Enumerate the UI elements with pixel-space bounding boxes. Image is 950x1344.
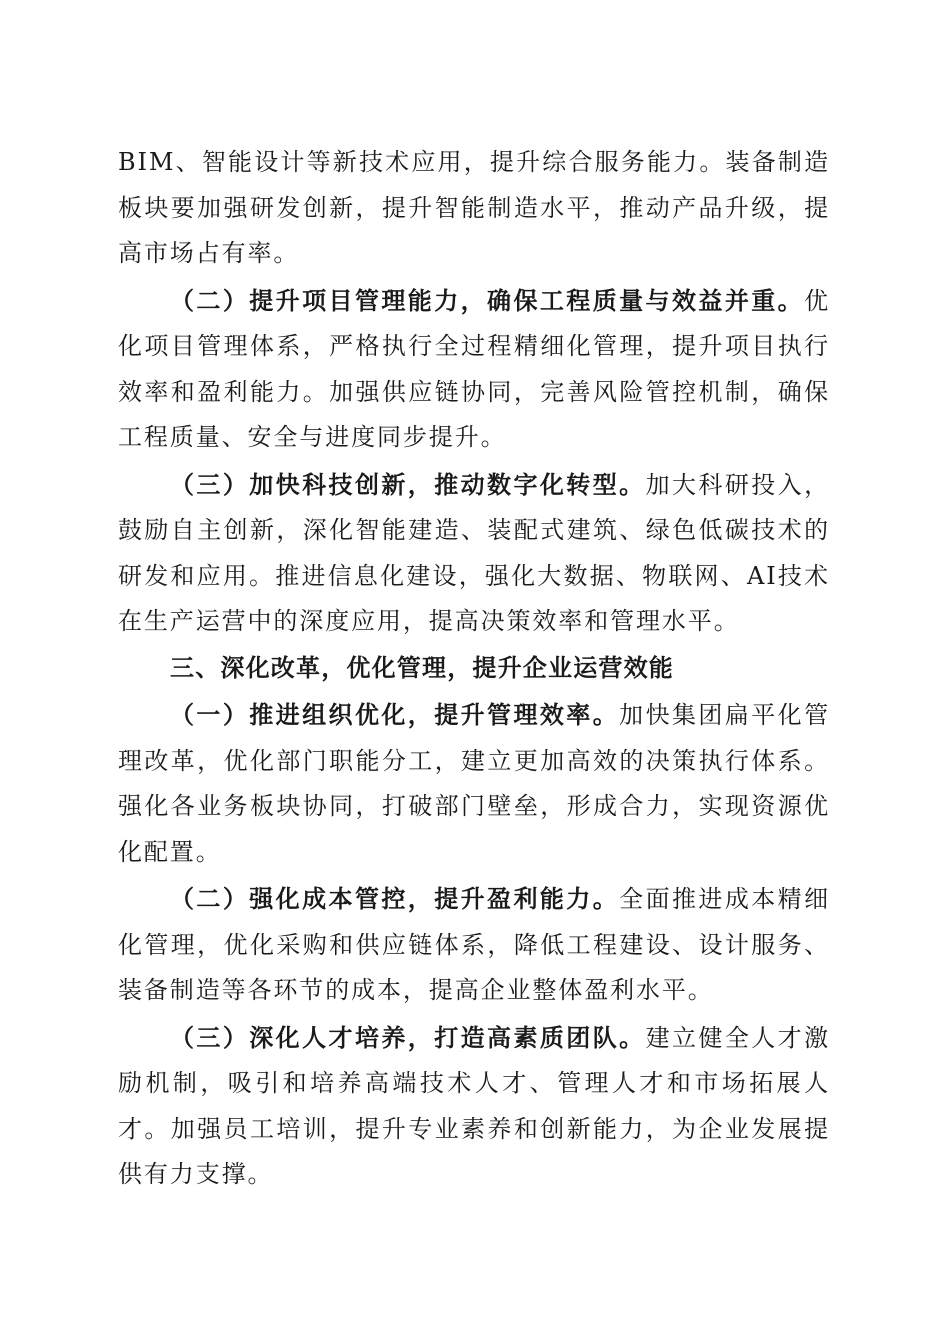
document-body (118, 140, 830, 1199)
paragraph-lead: （一）推进组织优化，提升管理效率。 (170, 700, 620, 729)
paragraph-project-management (118, 278, 830, 461)
paragraph-lead: （二）强化成本管控，提升盈利能力。 (170, 884, 620, 913)
paragraph-text: 优化项目管理体系，严格执行全过程精细化管理，提升项目执行效率和盈利能力。加强供应链协同，完善风险管控机制，确保工程质量、安全与进度同步提升。 (118, 286, 830, 451)
paragraph-continuation (118, 140, 830, 277)
paragraph-cost-control (118, 876, 830, 1014)
paragraph-talent-cultivation (118, 1015, 830, 1198)
paragraph-lead: （三）深化人才培养，打造高素质团队。 (170, 1022, 646, 1052)
paragraph-text: BIM、智能设计等新技术应用，提升综合服务能力。装备制造板块要加强研发创新，提升智能制造水平，推动产品升级，提高市场占有率。 (118, 148, 830, 267)
paragraph-text: 加大科研投入，鼓励自主创新，深化智能建造、装配式建筑、绿色低碳技术的研发和应用。推进信息化建设，强化大数据、物联网、AI技术在生产运营中的深度应用，提高决策效率和管理水平。 (118, 470, 830, 635)
section-heading: 三、深化改革，优化管理，提升企业运营效能 (170, 653, 674, 682)
paragraph-text: 建立健全人才激励机制，吸引和培养高端技术人才、管理人才和市场拓展人才。加强员工培训，提升专业素养和创新能力，为企业发展提供有力支撑。 (118, 1023, 830, 1188)
paragraph-org-optimization (118, 692, 830, 875)
paragraph-lead: （三）加快科技创新，推动数字化转型。 (170, 469, 646, 499)
paragraph-tech-innovation (118, 462, 830, 645)
paragraph-text: 加快集团扁平化管理改革，优化部门职能分工，建立更加高效的决策执行体系。强化各业务板块协同，打破部门壁垒，形成合力，实现资源优化配置。 (118, 701, 830, 866)
paragraph-lead: （二）提升项目管理能力，确保工程质量与效益并重。 (170, 285, 805, 315)
paragraph-text: 全面推进成本精细化管理，优化采购和供应链体系，降低工程建设、设计服务、装备制造等各环节的成本，提高企业整体盈利水平。 (118, 885, 830, 1004)
